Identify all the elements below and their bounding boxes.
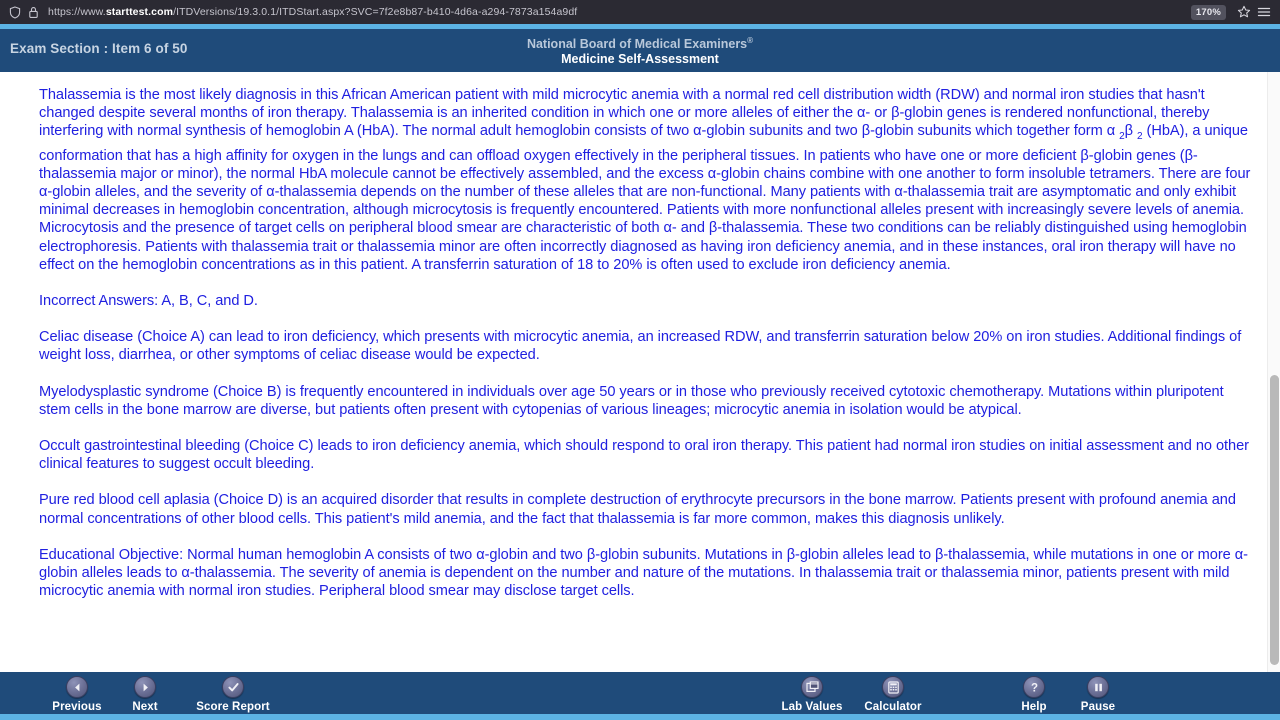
previous-arrow-icon[interactable] [66, 676, 88, 698]
lab-values-window-icon[interactable] [801, 676, 823, 698]
vertical-scrollbar-track[interactable] [1267, 72, 1280, 672]
shield-icon [6, 3, 24, 21]
toolbar-button-pause[interactable] [1053, 676, 1143, 713]
organization-name-text: National Board of Medical Examiners [526, 37, 748, 52]
exam-section-label: Exam Section : Item 6 of 50 [10, 41, 188, 56]
toolbar-button-label: Score Report [196, 701, 270, 713]
choice-c: Occult gastrointestinal bleeding (Choice C) leads to iron deficiency anemia, which should respond to oral iron therapy. This patient had normal iron studies on initial assessment and no other clinical features to suggest occult bleeding. [39, 437, 1249, 473]
pause-icon[interactable] [1087, 676, 1109, 698]
next-arrow-icon[interactable] [134, 676, 156, 698]
checkmark-icon[interactable] [222, 676, 244, 698]
exam-title: Medicine Self-Assessment [561, 52, 719, 67]
choice-b: Myelodysplastic syndrome (Choice B) is frequently encountered in individuals over age 50 years or in those who previously received cytotoxic chemotherapy. Mutations within pluripotent stem cells in the bone marrow are diverse, but patients often present with cytopenias of various lineages; microcytic anemia in isolation would be atypical. [39, 383, 1224, 418]
toolbar-button-label: Pause [1080, 701, 1116, 713]
toolbar-button-calculator[interactable] [848, 676, 938, 713]
toolbar-button-label: Calculator [864, 701, 922, 713]
toolbar-button-label: Previous [52, 701, 102, 713]
toolbar-button-label: Next [132, 701, 158, 713]
svg-text:?: ? [1030, 681, 1038, 694]
bottom-toolbar [0, 672, 1280, 714]
organization-name [0, 33, 1280, 52]
choice-a: Celiac disease (Choice A) can lead to iron deficiency, which presents with microcytic anemia, an increased RDW, and transferrin saturation below 20% on iron studies. Additional findings of weight loss, diarrhea, or other symptoms of celiac disease would be expected. [39, 329, 1242, 364]
toolbar-button-label: Lab Values [781, 701, 843, 713]
url-prefix: https://www. [48, 6, 106, 18]
star-icon[interactable] [1234, 2, 1254, 22]
question-mark-icon[interactable] [1023, 676, 1045, 698]
url-text[interactable] [48, 6, 1191, 18]
subscript: 2 [1119, 131, 1125, 143]
educational-objective: Educational Objective: Normal human hemoglobin A consists of two α-globin and two β-globin subunits. Mutations in β-globin alleles lead to β-thalassemia, while mutations in one or more α-globin alleles leads to α-thalassemia. The severity of anemia is dependent on the number and nature of the mutations. In thalassemia trait or thalassemia minor, patients present with mild microcytic anemia with normal iron studies. Peripheral blood smear may disclose target cells. [39, 546, 1248, 600]
registered-mark: ® [747, 36, 754, 45]
explanation-main: Thalassemia is the most likely diagnosis in this African American patient with mild microcytic anemia with a normal red cell distribution width (RDW) and normal iron studies that hasn't changed despite several months of iron therapy. Thalassemia is an inherited condition in which one or more alleles of either the α- or β-globin genes is rendered nonfunctional, thereby interfering with normal synthesis of hemoglobin A (HbA). The normal adult hemoglobin consists of two α-globin subunits and two β-globin subunits which together form α $_2$β $_2$ (HbA), a unique conformation that has a high affinity for oxygen in the lungs and can offload oxygen effectively in the peripheral tissues. In patients who have one or more deficient β-globin genes (β-thalassemia major or minor), the normal HbA molecule cannot be effectively assembled, and the excess α-globin chains combine with one another to form insoluble tetramers. There are four α-globin alleles, and the severity of α-thalassemia depends on the number of these alleles that are non-functional. Many patients with α-thalassemia trait are asymptomatic and only exhibit minimal decreases in hemoglobin concentration, although microcytosis is frequently encountered. Patients with more nonfunctional alleles present with increasingly severe levels of anemia. Microcytosis and the presence of target cells on peripheral blood smear are characteristic of both α- and β-thalassemia. These two conditions can be reliably distinguished using hemoglobin electrophoresis. Patients with thalassemia trait or thalassemia minor are often incorrectly diagnosed as having iron deficiency anemia, and in these instances, oral iron therapy will have no effect on the hemoglobin concentrations as in this patient. A transferrin saturation of 18 to 20% is often used to exclude iron deficiency anemia. [39, 87, 1251, 273]
hamburger-menu-icon[interactable] [1254, 2, 1274, 22]
lock-icon [24, 3, 42, 21]
incorrect-answers: Incorrect Answers: A, B, C, and D. [39, 292, 258, 309]
browser-url-bar[interactable] [0, 0, 1280, 24]
toolbar-button-lab-values[interactable] [767, 676, 857, 713]
organization-title-block [0, 33, 1280, 67]
zoom-level-badge[interactable]: 170% [1191, 5, 1226, 20]
exam-header-bar [0, 29, 1280, 72]
choice-d: Pure red blood cell aplasia (Choice D) is an acquired disorder that results in complete destruction of erythrocyte precursors in the bone marrow. Patients present with profound anemia and normal concentrations of other blood cells. This patient's mild anemia, and the fact that thalassemia is far more common, makes this diagnosis unlikely. [39, 492, 1236, 527]
url-path: /ITDVersions/19.3.0.1/ITDStart.aspx?SVC=7f2e8b87-b410-4d6a-a294-7873a154a9df [173, 6, 578, 18]
toolbar-button-score-report[interactable] [188, 676, 278, 713]
vertical-scrollbar-thumb[interactable] [1270, 375, 1279, 665]
explanation-content [0, 72, 1280, 672]
subscript: 2 [1137, 131, 1143, 143]
toolbar-accent-stripe [0, 714, 1280, 720]
url-domain: starttest.com [105, 6, 174, 18]
calculator-icon[interactable] [882, 676, 904, 698]
toolbar-button-label: Help [1021, 701, 1047, 713]
toolbar-button-next[interactable] [100, 676, 190, 713]
